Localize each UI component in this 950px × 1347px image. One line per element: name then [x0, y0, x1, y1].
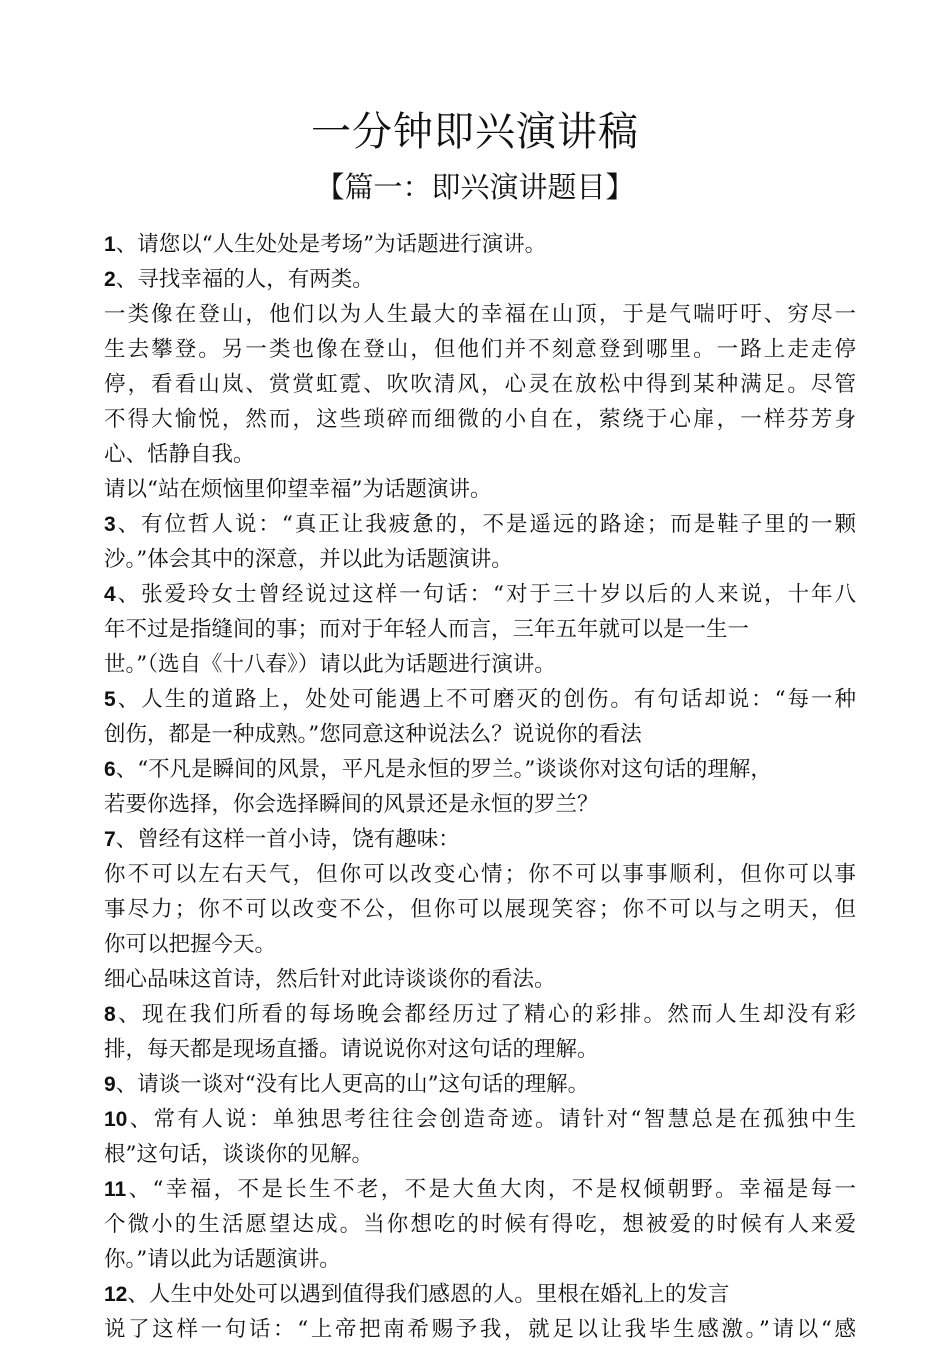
text-line	[104, 1242, 856, 1277]
item-number: 1	[104, 233, 116, 256]
text-line	[104, 1312, 856, 1347]
line-text: 、“不凡是瞬间的风景，平凡是永恒的罗兰。”谈谈你对这句话的理解，	[115, 757, 772, 782]
text-line	[104, 857, 856, 892]
document-title: 一分钟即兴演讲稿	[311, 109, 639, 155]
text-line	[104, 297, 856, 332]
text-line	[104, 787, 856, 822]
line-text: 创伤，都是一种成熟。”您同意这种说法么？说说你的看法	[104, 722, 642, 747]
line-text: 、请谈一谈对“没有比人更高的山”这句话的理解。	[115, 1072, 590, 1097]
text-line	[104, 1032, 856, 1067]
item-number: 3	[104, 513, 116, 536]
text-line	[104, 997, 856, 1032]
text-line	[104, 822, 856, 857]
line-text: 你。”请以此为话题演讲。	[104, 1247, 341, 1272]
line-text: 你可以把握今天。	[104, 932, 277, 957]
line-text: 、请您以“人生处处是考场”为话题进行演讲。	[115, 232, 547, 257]
item-number: 5	[104, 688, 116, 711]
text-line	[104, 927, 856, 962]
line-text: 你不可以左右天气，但你可以改变心情；你不可以事事顺利，但你可以事	[104, 862, 856, 887]
line-text: 个微小的生活愿望达成。当你想吃的时候有得吃，想被爱的时候有人来爱	[104, 1212, 856, 1237]
text-line	[104, 647, 856, 682]
text-line	[104, 332, 856, 367]
item-number: 2	[104, 268, 116, 291]
line-text: 、常有人说：单独思考往往会创造奇迹。请针对“智慧总是在孤独中生	[127, 1107, 856, 1132]
text-line	[104, 612, 856, 647]
text-line	[104, 752, 856, 787]
text-line	[104, 892, 856, 927]
line-text: 事尽力；你不可以改变不公，但你可以展现笑容；你不可以与之明天，但	[104, 897, 856, 922]
line-text: 细心品味这首诗，然后针对此诗谈谈你的看法。	[104, 967, 556, 992]
text-line	[104, 1102, 856, 1137]
line-text: 排，每天都是现场直播。请说说你对这句话的理解。	[104, 1037, 599, 1062]
item-number: 9	[104, 1073, 116, 1096]
section-heading: 【篇一：即兴演讲题目】	[315, 170, 635, 204]
line-text: 不得大愉悦，然而，这些琐碎而细微的小自在，萦绕于心扉，一样芬芳身	[104, 407, 856, 432]
line-text: 、寻找幸福的人，有两类。	[115, 267, 374, 292]
line-text: 若要你选择，你会选择瞬间的风景还是永恒的罗兰？	[104, 792, 599, 817]
text-line	[104, 1172, 856, 1207]
line-text: 请以“站在烦恼里仰望幸福”为话题演讲。	[104, 477, 492, 502]
text-line	[104, 367, 856, 402]
document-body	[104, 227, 856, 1347]
text-line	[104, 227, 856, 262]
text-line	[104, 1277, 856, 1312]
text-line	[104, 437, 856, 472]
text-line	[104, 262, 856, 297]
text-line	[104, 717, 856, 752]
text-line	[104, 507, 856, 542]
line-text: 沙。”体会其中的深意，并以此为话题演讲。	[104, 547, 513, 572]
line-text: 心、恬静自我。	[104, 442, 255, 467]
item-number: 4	[104, 583, 116, 606]
text-line	[104, 542, 856, 577]
text-line	[104, 1067, 856, 1102]
item-number: 6	[104, 758, 116, 781]
line-text: 、张爱玲女士曾经说过这样一句话：“对于三十岁以后的人来说，十年八	[115, 582, 856, 607]
item-number: 8	[104, 1003, 116, 1026]
text-line	[104, 962, 856, 997]
item-number: 7	[104, 828, 116, 851]
line-text: 一类像在登山，他们以为人生最大的幸福在山顶，于是气喘吁吁、穷尽一	[104, 302, 856, 327]
line-text: 年不过是指缝间的事；而对于年轻人而言，三年五年就可以是一生一	[104, 617, 750, 642]
line-text: 、“幸福，不是长生不老，不是大鱼大肉，不是权倾朝野。幸福是每一	[126, 1177, 856, 1202]
line-text: 、有位哲人说：“真正让我疲惫的，不是遥远的路途；而是鞋子里的一颗	[115, 512, 856, 537]
line-text: 说了这样一句话：“上帝把南希赐予我，就足以让我毕生感激。”请以“感	[104, 1317, 856, 1342]
item-number: 11	[104, 1178, 127, 1201]
line-text: 生去攀登。另一类也像在登山，但他们并不刻意登到哪里。一路上走走停	[104, 337, 856, 362]
line-text: 、人生中处处可以遇到值得我们感恩的人。里根在婚礼上的发言	[127, 1282, 730, 1307]
line-text: 、人生的道路上，处处可能遇上不可磨灭的创伤。有句话却说：“每一种	[115, 687, 856, 712]
line-text: 、现在我们所看的每场晚会都经历过了精心的彩排。然而人生却没有彩	[115, 1002, 856, 1027]
text-line	[104, 402, 856, 437]
text-line	[104, 1137, 856, 1172]
text-line	[104, 1207, 856, 1242]
text-line	[104, 682, 856, 717]
text-line	[104, 577, 856, 612]
item-number: 12	[104, 1283, 128, 1306]
item-number: 10	[104, 1108, 128, 1131]
line-text: 世。”（选自《十八春》）请以此为话题进行演讲。	[104, 652, 556, 677]
line-text: 、曾经有这样一首小诗，饶有趣味：	[115, 827, 460, 852]
line-text: 根”这句话，谈谈你的见解。	[104, 1142, 373, 1167]
text-line	[104, 472, 856, 507]
line-text: 停，看看山岚、赏赏虹霓、吹吹清风，心灵在放松中得到某种满足。尽管	[104, 372, 856, 397]
